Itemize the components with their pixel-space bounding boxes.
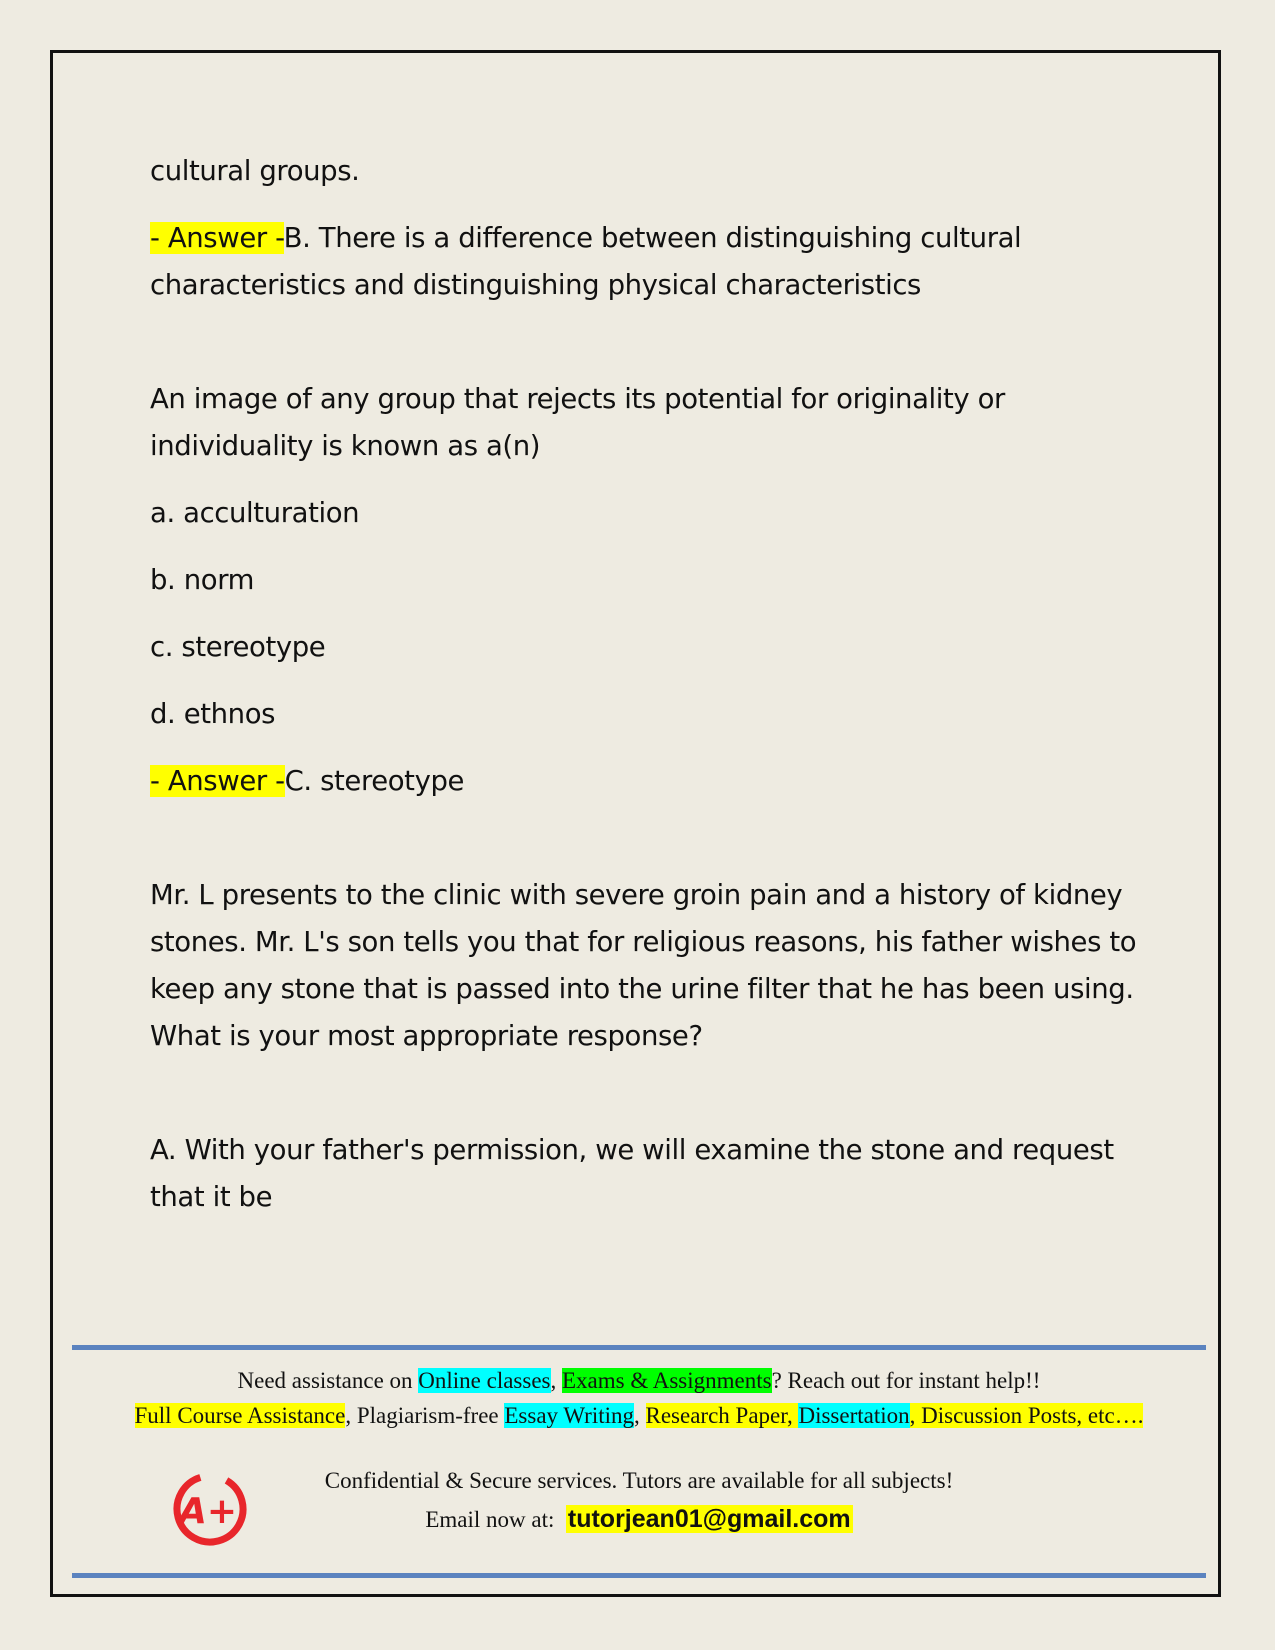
- answer-text: C. stereotype: [284, 765, 465, 797]
- option-a: a. acculturation: [150, 497, 360, 529]
- footer-top-rule: [72, 1345, 1206, 1350]
- dissertation-highlight: Dissertation: [798, 1403, 910, 1428]
- footer-line-3: Confidential & Secure services. Tutors are available for all subjects!: [324, 1468, 954, 1493]
- option-c: c. stereotype: [150, 631, 326, 663]
- answer-paragraph-1: [150, 215, 1150, 309]
- option-a-kidney: A. With your father's permission, we will examine the stone and request that it be: [150, 1134, 1114, 1213]
- answer-text: B. There is a difference between distinguishing cultural characteristics and distinguishing physical characteristics: [150, 222, 1022, 301]
- option-b: b. norm: [150, 564, 255, 596]
- footer-text: ? Reach out for instant help!!: [771, 1368, 1041, 1393]
- footer-bottom-rule: [72, 1573, 1206, 1578]
- question-kidney-stones: Mr. L presents to the clinic with severe groin pain and a history of kidney stones. Mr. L's son tells you that for religious reasons, his father wishes to keep any stone that is passed into the urine filter that he has been using. What is your most appropriate response?: [150, 879, 1137, 1052]
- discussion-posts-highlight: , Discussion Posts, etc….: [909, 1403, 1144, 1428]
- footer-text: Need assistance on: [237, 1368, 419, 1393]
- answer-label: - Answer -: [150, 222, 284, 254]
- online-classes-highlight: Online classes: [418, 1368, 551, 1393]
- essay-writing-highlight: Essay Writing: [504, 1403, 634, 1428]
- answer-label: - Answer -: [150, 765, 285, 797]
- paragraph-cultural-groups: cultural groups.: [150, 155, 360, 187]
- logo-text: A+: [178, 1491, 238, 1532]
- footer-line-4: [72, 1505, 1206, 1534]
- footer-line-1: [72, 1368, 1206, 1394]
- email-label: Email now at:: [425, 1507, 555, 1532]
- question-stereotype: An image of any group that rejects its potential for originality or individuality is known as a(n): [150, 383, 1005, 462]
- email-address[interactable]: tutorjean01@gmail.com: [567, 1505, 851, 1533]
- footer-text: ,: [634, 1403, 646, 1428]
- option-d: d. ethnos: [150, 698, 276, 730]
- footer-line-2: [60, 1403, 1218, 1429]
- footer-text: , Plagiarism-free: [345, 1403, 505, 1428]
- footer-text: ,: [550, 1368, 562, 1393]
- full-course-highlight: Full Course Assistance: [134, 1403, 346, 1428]
- answer-paragraph-2: [150, 758, 1150, 805]
- research-paper-highlight: Research Paper,: [645, 1403, 799, 1428]
- exams-assignments-highlight: Exams & Assignments: [562, 1368, 772, 1393]
- document-body: [150, 148, 1150, 1221]
